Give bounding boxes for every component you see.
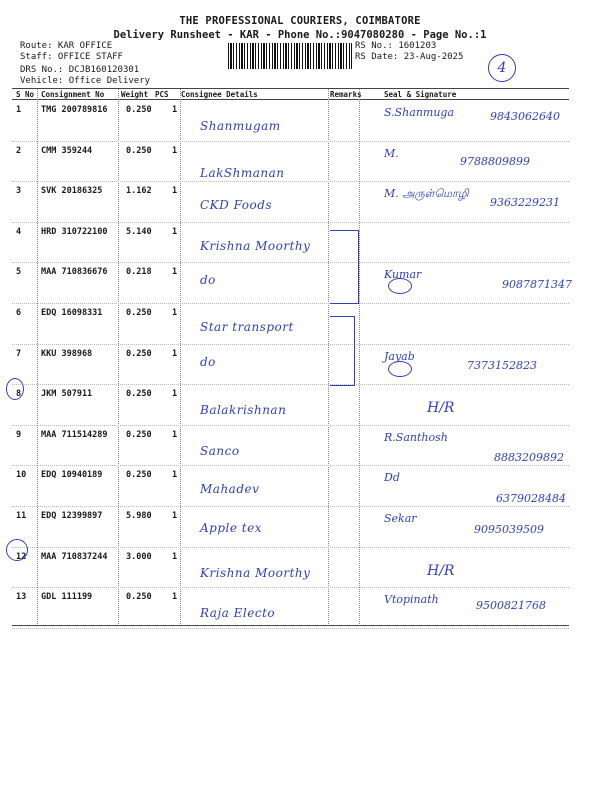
table-row [12, 181, 569, 223]
row-pcs: 1 [172, 551, 178, 562]
rs-number: RS No.: 1601203 [355, 41, 437, 51]
row-signature: H/R [427, 400, 455, 417]
row-sno: 2 [16, 145, 22, 156]
row-weight: 0.250 [126, 348, 152, 359]
runsheet-subtitle: Delivery Runsheet - KAR - Phone No.:9047080280 - Page No.:1 [113, 29, 487, 41]
row-consignment-no: KKU 398968 [41, 348, 93, 359]
row-sno: 5 [16, 267, 22, 278]
table-row [12, 141, 569, 183]
row-consignment-no: CMM 359244 [41, 145, 93, 156]
row-consignee-name: do [200, 354, 216, 369]
row-signature: S.Shanmuga [384, 106, 455, 119]
row-signature: Vtopinath [384, 593, 439, 607]
row-pcs: 1 [172, 429, 178, 440]
row-phone-number: 9788809899 [460, 154, 530, 168]
row-phone-number: 8883209892 [494, 450, 564, 464]
row-pcs: 1 [172, 470, 178, 481]
row-phone-number: 6379028484 [496, 492, 566, 506]
row-pcs: 1 [172, 105, 178, 115]
row-sno: 1 [16, 105, 22, 115]
row-signature: R.Santhosh [384, 430, 448, 444]
row-consignment-no: EDQ 16098331 [41, 308, 103, 318]
row-consignment-no: MAA 711514289 [41, 429, 108, 440]
row-consignee-name: Raja Electo [200, 606, 276, 621]
row-weight: 0.250 [126, 592, 152, 603]
row-weight: 5.980 [126, 511, 152, 521]
row-consignment-no: SVK 20186325 [41, 186, 103, 197]
row-consignment-no: JKM 507911 [41, 389, 93, 400]
row-consignment-no: MAA 710837244 [41, 551, 108, 562]
row-consignee-name: Krishna Moorthy [200, 565, 311, 580]
row-pcs: 1 [172, 511, 178, 521]
table-row [12, 344, 569, 386]
row-weight: 0.218 [126, 267, 152, 278]
row-consignment-no: GDL 111199 [41, 592, 93, 603]
header-top-rule [12, 88, 569, 89]
row-weight: 1.162 [126, 186, 152, 197]
row-sno: 4 [16, 226, 22, 237]
row-consignee-name: Mahadev [200, 482, 260, 497]
row-weight: 0.250 [126, 308, 152, 318]
runsheet-meta-left [20, 41, 150, 87]
table-row [12, 547, 569, 589]
row-pcs: 1 [172, 389, 178, 400]
col-consignee-header: Consignee Details [181, 90, 258, 99]
row-consignment-no: HRD 310722100 [41, 226, 108, 237]
route-label: Route: KAR OFFICE [20, 41, 113, 51]
row-7-seal-mark [388, 361, 412, 377]
row-signature: M. அருள்மொழி [384, 187, 469, 201]
row-consignee-name: Shanmugam [200, 119, 281, 133]
rows-4-5-bracket [330, 230, 359, 304]
row-sno: 12 [16, 551, 27, 562]
col-remarks-header: Remarks [330, 90, 362, 99]
row-signature: Jayab [384, 349, 415, 363]
row-phone-number: 9500821768 [476, 599, 546, 613]
vehicle-label: Vehicle: Office Delivery [20, 76, 151, 86]
row-phone-number: 9363229231 [490, 196, 560, 210]
row-weight: 5.140 [126, 226, 152, 237]
row-consignee-name: Sanco [200, 443, 240, 458]
page-number-mark: 4 [488, 54, 516, 82]
row-12-circle-mark [6, 539, 28, 561]
row-pcs: 1 [172, 267, 178, 278]
table-row [12, 303, 569, 345]
company-title: THE PROFESSIONAL COURIERS, COIMBATORE [179, 15, 421, 27]
row-phone-number: 9087871347 [502, 278, 572, 292]
row-pcs: 1 [172, 308, 178, 318]
table-row [12, 465, 569, 507]
table-bottom-rule [12, 625, 569, 626]
row-weight: 0.250 [126, 470, 152, 481]
table-row [12, 222, 569, 264]
row-8-circle-mark [6, 378, 24, 400]
row-consignee-name: Star transport [200, 320, 294, 334]
row-consignee-name: do [200, 273, 216, 288]
row-weight: 0.250 [126, 145, 152, 156]
row-sno: 3 [16, 186, 22, 197]
row-sno: 8 [16, 389, 22, 400]
drs-label: DRS No.: DCJB160120301 [20, 65, 140, 75]
table-row [12, 425, 569, 467]
row-consignment-no: EDQ 12399897 [41, 511, 103, 521]
row-sno: 10 [16, 470, 27, 481]
row-consignee-name: Krishna Moorthy [200, 238, 311, 253]
row-phone-number: 9095039509 [474, 523, 544, 536]
table-row [12, 587, 569, 629]
staff-label: Staff: OFFICE STAFF [20, 52, 123, 62]
row-weight: 0.250 [126, 105, 152, 115]
row-weight: 0.250 [126, 429, 152, 440]
row-signature: Sekar [384, 512, 417, 525]
row-weight: 0.250 [126, 389, 152, 400]
row-signature: M. [384, 146, 399, 160]
row-pcs: 1 [172, 226, 178, 237]
barcode-image [228, 43, 352, 69]
row-5-seal-mark [388, 278, 412, 294]
row-signature: Dd [384, 471, 400, 485]
col-sno-header: S No [16, 90, 35, 99]
runsheet-meta-right [355, 41, 463, 63]
table-row [12, 384, 569, 426]
row-consignment-no: EDQ 10940189 [41, 470, 103, 481]
row-sno: 11 [16, 511, 27, 521]
col-pcs-header: PCS [155, 90, 169, 99]
row-pcs: 1 [172, 348, 178, 359]
row-consignee-name: Apple tex [200, 521, 262, 535]
col-consignment-header: Consignment No [41, 90, 105, 99]
row-weight: 3.000 [126, 551, 152, 562]
col-seal-header: Seal & Signature [384, 90, 457, 99]
row-signature: Kumar [384, 268, 422, 282]
col-weight-header: Weight [121, 90, 149, 99]
row-consignee-name: Balakrishnan [200, 403, 287, 418]
row-sno: 9 [16, 429, 22, 440]
row-consignment-no: MAA 710836676 [41, 267, 108, 278]
row-sno: 7 [16, 348, 22, 359]
row-consignee-name: CKD Foods [200, 198, 273, 213]
row-consignment-no: TMG 200789816 [41, 105, 108, 115]
row-consignee-name: LakShmanan [200, 165, 285, 180]
row-phone-number: 9843062640 [490, 110, 560, 123]
row-pcs: 1 [172, 145, 178, 156]
table-row [12, 100, 569, 142]
row-sno: 13 [16, 592, 27, 603]
row-signature: H/R [427, 562, 455, 579]
row-pcs: 1 [172, 592, 178, 603]
row-pcs: 1 [172, 186, 178, 197]
rs-date: RS Date: 23-Aug-2025 [355, 52, 464, 62]
table-row [12, 262, 572, 304]
row-sno: 6 [16, 308, 22, 318]
table-row [12, 506, 569, 548]
row-phone-number: 7373152823 [467, 358, 537, 372]
rows-6-7-bracket [330, 316, 355, 386]
